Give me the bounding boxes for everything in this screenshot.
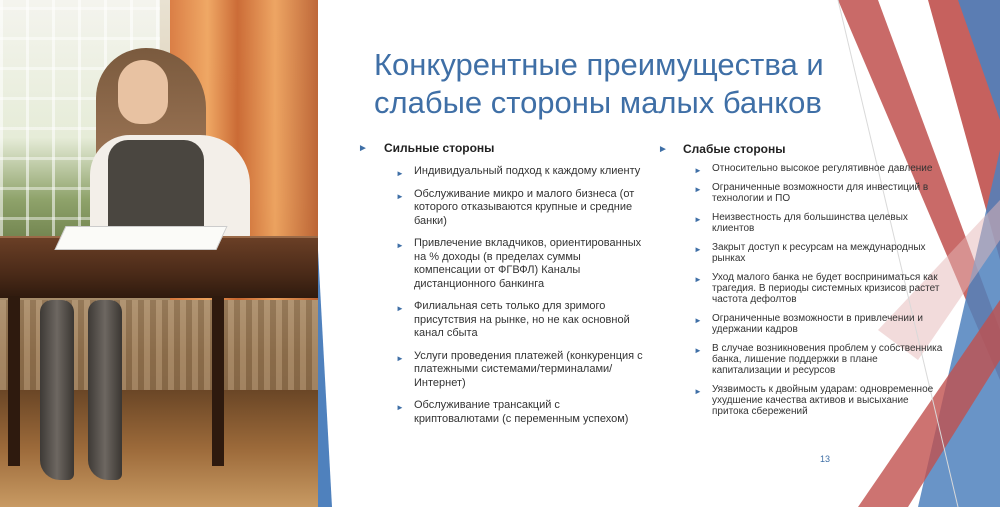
list-item: ► Филиальная сеть только для зримого присутствия на рынке, но не как основной канал сбыта (396, 300, 630, 339)
list-item: ► Услуги проведения платежей (конкуренция с платежными системами/терминалами/Интернет) (396, 349, 643, 389)
list-item: ► Ограниченные возможности для инвестиций в технологии и ПО (694, 182, 929, 204)
list-item: ► Уход малого банка не будет восприниматься как трагедия. В периоды системных кризисов растет частота дефолтов (694, 272, 940, 305)
bullet-icon: ► (694, 166, 702, 175)
list-item: ► Индивидуальный подход к каждому клиенту (414, 165, 648, 179)
list-item: ► Относительно высокое регулятивное давление (694, 163, 933, 175)
bullet-icon: ► (694, 275, 702, 284)
bullet-icon: ► (396, 353, 404, 363)
bullet-icon: ► (694, 185, 702, 194)
presenter-boot (40, 300, 74, 480)
bullet-icon: ► (694, 387, 702, 396)
bullet-icon: ► (396, 169, 404, 178)
bullet-icon: ► (396, 241, 404, 250)
list-item: ► Ограниченные возможности в привлечении и удержании кадров (694, 313, 923, 335)
list-item: ► Привлечение вкладчиков, ориентированных на % доходы (в пределах суммы компенсации от ФГВФЛ) Каналы дистанционного банкинга (396, 237, 642, 290)
presenter-boot (88, 300, 122, 480)
weaknesses-list (694, 163, 944, 425)
list-item: ► Обслуживание трансакций с криптовалютами (с переменным успехом) (396, 399, 629, 425)
deco-left-stripe (318, 250, 332, 507)
weaknesses-heading: Слабые стороны (683, 142, 786, 156)
bullet-icon: ► (694, 346, 702, 355)
strengths-bullet-icon: ► (358, 143, 368, 154)
bullet-icon: ► (396, 403, 404, 412)
list-item: ► Закрыт доступ к ресурсам на международных рынках (694, 242, 926, 264)
strengths-heading: Сильные стороны (384, 141, 495, 155)
desk-leg (212, 296, 224, 466)
list-item: ► В случае возникновения проблем у собственника банка, лишение поддержки в плане капитализации и ресурсов (694, 343, 943, 376)
papers (54, 226, 227, 250)
presenter-photo (0, 0, 318, 507)
weaknesses-bullet-icon: ► (658, 144, 668, 155)
desk-leg (8, 296, 20, 466)
bullet-icon: ► (396, 304, 404, 313)
bullet-icon: ► (694, 316, 702, 325)
bullet-icon: ► (694, 245, 702, 254)
bullet-icon: ► (694, 215, 702, 224)
presentation-slide (318, 0, 1000, 507)
list-item: ► Неизвестность для большинства целевых клиентов (694, 212, 908, 234)
strengths-list (396, 165, 648, 435)
presenter-face (118, 60, 168, 124)
bullet-icon: ► (396, 191, 404, 201)
page-number: 13 (820, 454, 831, 464)
slide-title: Конкурентные преимущества и слабые стороны малых банков (374, 47, 824, 120)
list-item: ► Уязвимость к двойным ударам: одновременное ухудшение качества активов и высыхание притока сбережений (694, 384, 934, 417)
list-item: ► Обслуживание микро и малого бизнеса (от которого отказываются крупные и средние банки) (396, 187, 635, 227)
